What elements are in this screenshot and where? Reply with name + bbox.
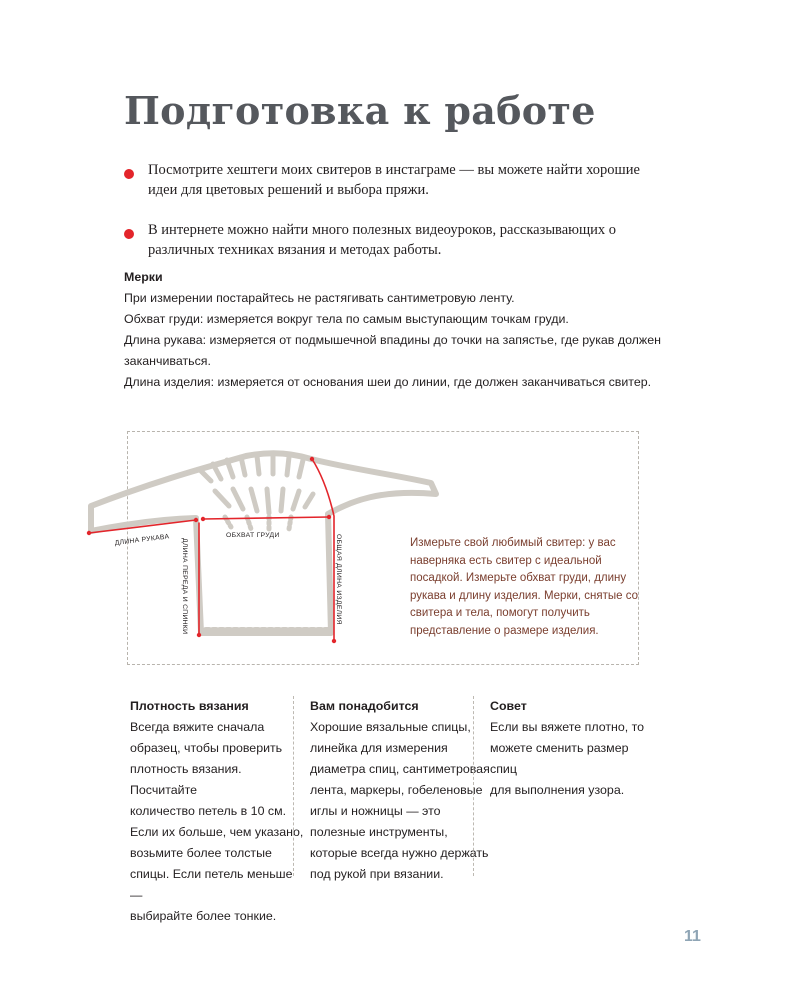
measure-point xyxy=(87,531,91,535)
column-heading: Вам понадобится xyxy=(310,699,419,713)
total-length-label: ОБЩАЯ ДЛИНА ИЗДЕЛИЯ xyxy=(335,534,342,625)
measure-point xyxy=(327,515,331,519)
chest-label: ОБХВАТ ГРУДИ xyxy=(226,532,280,539)
chest-measure-line xyxy=(203,517,329,519)
page-title: Подготовка к работе xyxy=(124,88,596,133)
measure-point xyxy=(201,517,205,521)
sweater-diagram-box xyxy=(114,431,639,665)
column-tip xyxy=(473,696,650,876)
column-body: Хорошие вязальные спицы, линейка для измерения диаметра спиц, сантиметровая лента, маркеры, гобеленовые иглы и ножницы — это полезные инструменты, которые всегда нужно держать под рукой при вязании. xyxy=(310,720,490,881)
measure-point xyxy=(197,633,201,637)
measures-line: При измерении постарайтесь не растягивать сантиметровую ленту. xyxy=(124,291,515,305)
diagram-caption: Измерьте свой любимый свитер: у вас наверняка есть свитер с идеальной посадкой. Измерьте обхват груди, длину рукава и длину изделия. Мерки, снятые со свитера и тела, помогут получить представление о размере изделия. xyxy=(410,537,639,637)
sleeve-label: ДЛИНА РУКАВА xyxy=(114,533,170,547)
column-body: Если вы вяжете плотно, то можете сменить размер спиц для выполнения узора. xyxy=(490,720,645,797)
column-gauge xyxy=(118,696,305,923)
measure-lines xyxy=(87,457,336,643)
bullet-text: В интернете можно найти много полезных видеоуроков, рассказывающих о различных техниках вязания и методах работы. xyxy=(148,222,617,258)
measure-point xyxy=(194,518,198,522)
measure-point xyxy=(332,639,336,643)
measures-line: Длина рукава: измеряется от подмышечной впадины до точки на запястье, где рукав должен заканчиваться. xyxy=(124,333,661,368)
column-body: Всегда вяжите сначала образец, чтобы проверить плотность вязания. Посчитайте количество петель в 10 см. Если их больше, чем указано, возьмите более толстые спицы. Если петель меньше — выбирайте более тонкие. xyxy=(130,720,304,923)
diagram-labels xyxy=(114,532,342,634)
column-heading: Плотность вязания xyxy=(130,699,249,713)
column-heading: Совет xyxy=(490,699,527,713)
measure-point xyxy=(310,457,314,461)
front-back-label: ДЛИНА ПЕРЕДА И СПИНКИ xyxy=(181,538,188,635)
page-number: 11 xyxy=(684,928,701,945)
bullet-text: Посмотрите хештеги моих свитеров в инстаграме — вы можете найти хорошие идеи для цветовых решений и выбора пряжи. xyxy=(148,162,640,198)
measures-line: Обхват груди: измеряется вокруг тела по самым выступающим точкам груди. xyxy=(124,312,569,326)
measures-heading: Мерки xyxy=(124,270,163,284)
measures-line: Длина изделия: измеряется от основания шеи до линии, где должен заканчиваться свитер. xyxy=(124,375,652,389)
column-tools xyxy=(293,696,490,881)
info-columns xyxy=(118,696,650,923)
